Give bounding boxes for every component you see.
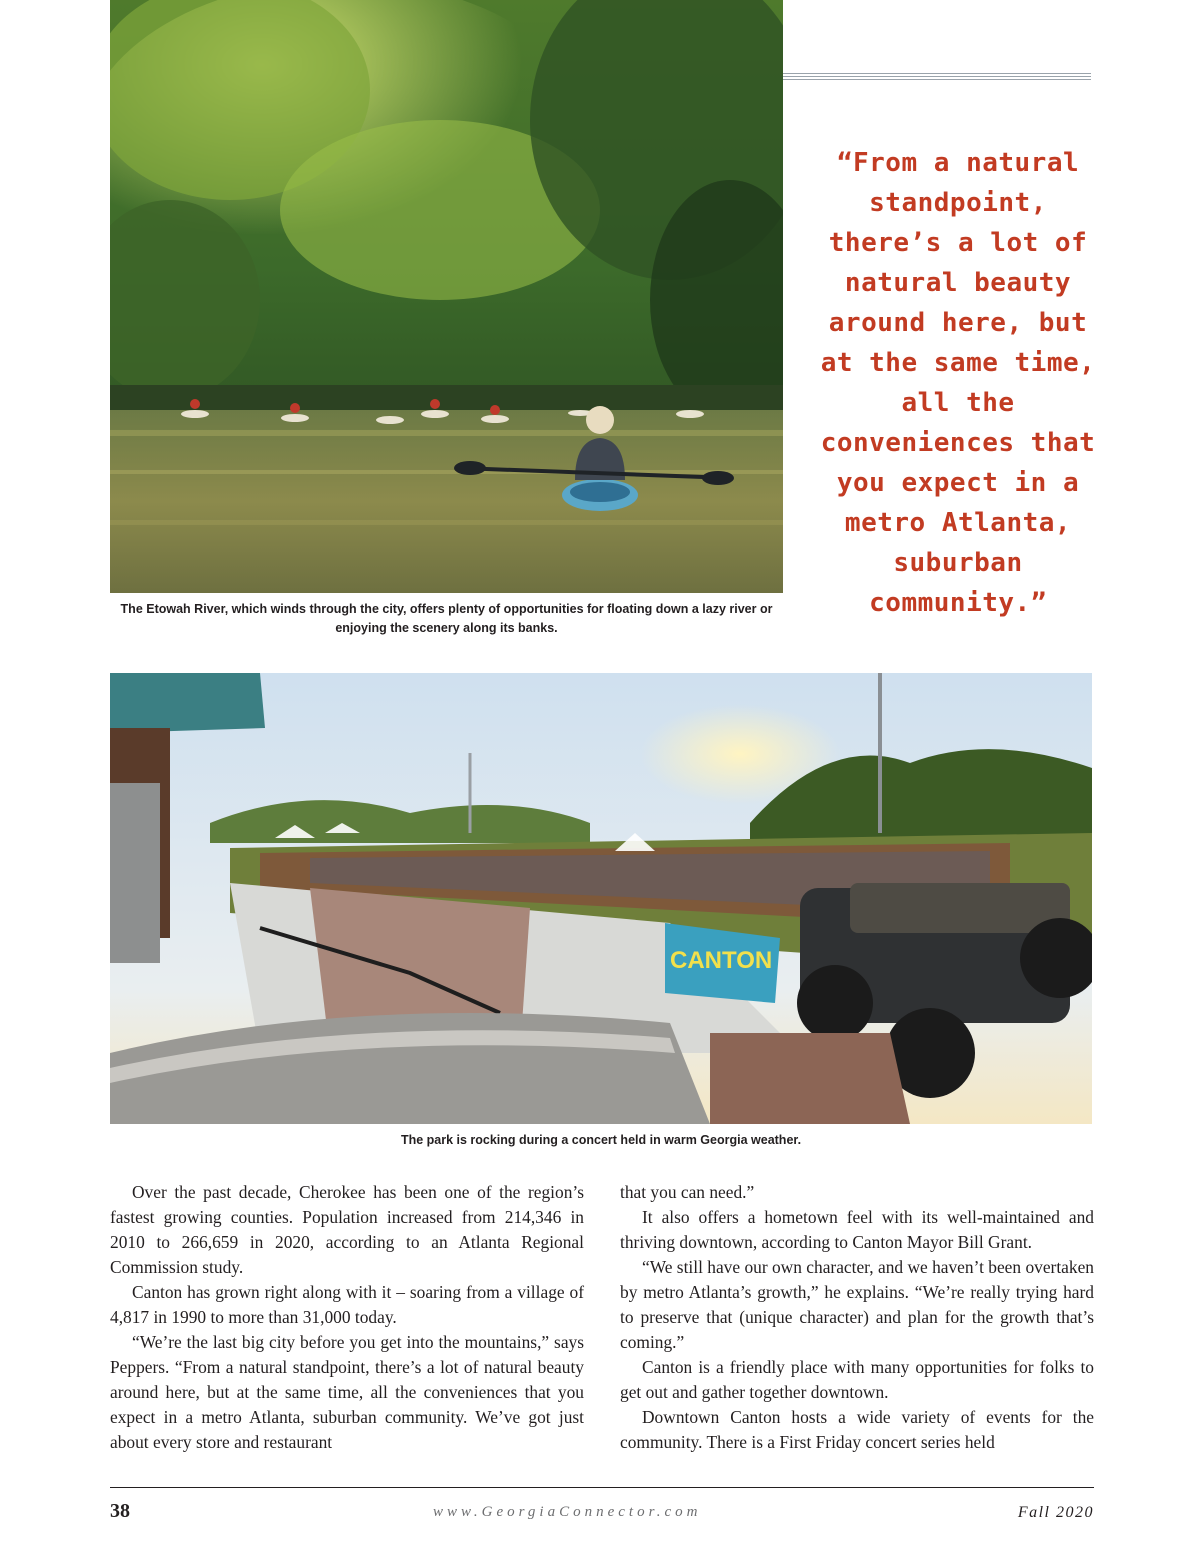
- article-paragraph: Downtown Canton hosts a wide variety of events for the community. There is a First Friday concert series held: [620, 1407, 1094, 1452]
- footer-url[interactable]: www.GeorgiaConnector.com: [433, 1504, 702, 1520]
- article-left-column: [110, 1180, 584, 1455]
- article-paragraph: “We still have our own character, and we haven’t been overtaken by metro Atlanta’s growth,” he explains. “We’re really trying hard to preserve that (unique character) and plan for the growth that’s coming.”: [620, 1257, 1094, 1352]
- concert-photo-caption: The park is rocking during a concert held in warm Georgia weather.: [400, 1133, 802, 1147]
- article-paragraph: Over the past decade, Cherokee has been one of the region’s fastest growing counties. Population increased from 214,346 in 2010 to 266,659 in 2020, according to an Atlanta Regional Commission study.: [110, 1182, 584, 1277]
- concert-photo-illustration: [110, 673, 1092, 1124]
- concert-photo: [110, 673, 1092, 1124]
- river-photo: [110, 0, 783, 593]
- article-paragraph-continuation: that you can need.”: [620, 1182, 755, 1202]
- article-right-column: [620, 1180, 1094, 1455]
- river-photo-caption: The Etowah River, which winds through the city, offers plenty of opportunities for floating down a lazy river or enjoying the scenery along its banks.: [120, 602, 773, 635]
- article-paragraph: Canton has grown right along with it – soaring from a village of 4,817 in 1990 to more than 31,000 today.: [110, 1282, 584, 1327]
- decorative-rule: [783, 73, 1091, 81]
- article-paragraph: “We’re the last big city before you get into the mountains,” says Peppers. “From a natural standpoint, there’s a lot of natural beauty around here, but at the same time, all the conveniences that you expect in a metro Atlanta, suburban community. We’ve got just about every store and restaurant: [110, 1332, 584, 1452]
- river-photo-illustration: [110, 0, 783, 593]
- issue-label: Fall 2020: [1017, 1504, 1094, 1521]
- canton-sign-text: CANTON: [670, 947, 773, 974]
- page-number: 38: [110, 1500, 130, 1522]
- pull-quote: “From a natural standpoint, there’s a lot of natural beauty around here, but at the same time, all the conveniences that you expect in a metro Atlanta, suburban community.”: [820, 148, 1096, 618]
- footer-rule: [110, 1487, 1094, 1488]
- article-paragraph: It also offers a hometown feel with its well-maintained and thriving downtown, according to Canton Mayor Bill Grant.: [620, 1207, 1094, 1252]
- article-paragraph: Canton is a friendly place with many opportunities for folks to get out and gather together downtown.: [620, 1357, 1094, 1402]
